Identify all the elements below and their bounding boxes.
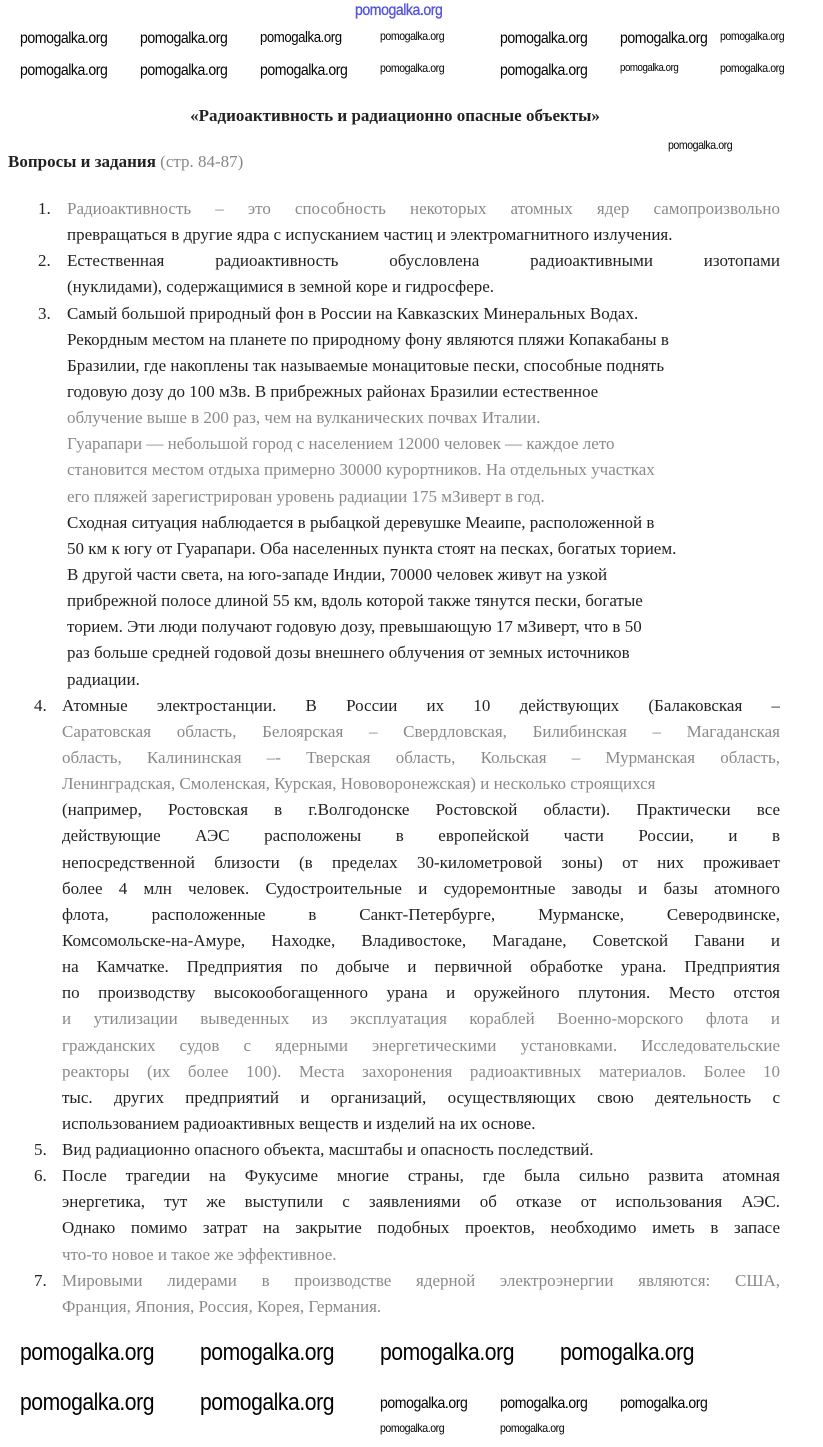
text-line: Естественная радиоактивность обусловлена радиоактивными изотопами [67, 251, 780, 271]
text-line: (например, Ростовская в г.Волгодонске Ростовской области). Практически все [62, 800, 780, 820]
text-line: Мировыми лидерами в производстве ядерной электроэнергии являются: США, [62, 1270, 780, 1290]
text-line: и утилизации выведенных из эксплуатация кораблей Военно-морского флота и [62, 1009, 780, 1029]
watermark: pomogalka.org [380, 1339, 514, 1366]
watermark: pomogalka.org [20, 30, 108, 47]
item-number: 6. [34, 1166, 47, 1186]
watermark: pomogalka.org [20, 1389, 154, 1416]
text-line: по производству высокообогащенного урана и оружейного плутония. Место отстоя [62, 983, 780, 1003]
watermark: pomogalka.org [620, 30, 708, 47]
text-line: (нуклидами), содержащимися в земной коре и гидросфере. [67, 277, 495, 297]
text-line: торием. Эти люди получают годовую дозу, превышающую 17 мЗиверт, что в 50 [67, 617, 642, 637]
text-line: тыс. других предприятий и организаций, осуществляющих свою деятельность с [62, 1087, 780, 1107]
text-line: Гуарапари –– небольшой город с населением 12000 человек — каждое лето [67, 434, 615, 454]
list-item [0, 1268, 823, 1320]
text-line: Франция, Япония, Россия, Корея, Германия. [62, 1296, 382, 1316]
watermark-top: pomogalka.org [355, 2, 443, 19]
watermark: pomogalka.org [140, 30, 228, 47]
text-line: его пляжей зарегистрирован уровень радиации 175 мЗиверт в год. [67, 486, 545, 506]
watermark: pomogalka.org [380, 29, 445, 43]
watermark: pomogalka.org [380, 1421, 445, 1435]
watermark: pomogalka.org [620, 1395, 708, 1412]
text-line: Ленинградская, Смоленская, Курская, Нововоронежская) и несколько строящихся [62, 774, 656, 794]
text-line: флота, расположенные в Санкт-Петербурге, Мурманске, Северодвинске, [62, 904, 780, 924]
watermark: pomogalka.org [500, 1421, 565, 1435]
watermark: pomogalka.org [720, 61, 785, 75]
text-line: радиации. [67, 669, 140, 689]
text-line: годовую дозу до 100 мЗв. В прибрежных районах Бразилии естественное [67, 381, 599, 401]
item-number: 4. [34, 695, 47, 715]
document-title: «Радиоактивность и радиационно опасные объекты» [190, 106, 600, 125]
watermark: pomogalka.org [260, 62, 348, 79]
text-line: использованием радиоактивных веществ и изделий на их основе. [62, 1113, 536, 1133]
watermark: pomogalka.org [720, 29, 785, 43]
list-item [0, 693, 823, 1137]
text-line: реакторы (их более 100). Места захоронения радиоактивных материалов. Более 10 [62, 1061, 780, 1081]
watermark: pomogalka.org [560, 1339, 694, 1366]
list-item [0, 196, 823, 248]
watermark: pomogalka.org [200, 1339, 334, 1366]
text-line: Комсомольске-на-Амуре, Находке, Владивостоке, Магадане, Советской Гавани и [62, 930, 780, 950]
text-line: гражданских судов с ядерными энергетическими установками. Исследовательские [62, 1035, 780, 1055]
item-number: 7. [34, 1270, 47, 1290]
list-item [0, 301, 823, 693]
text-line: Саратовская область, Белоярская – Свердловская, Билибинская – Магаданская [62, 721, 780, 741]
watermark: pomogalka.org [500, 30, 588, 47]
section-heading [8, 152, 243, 172]
text-line: Рекордным местом на планете по природному фону являются пляжи Копакабаны в [67, 329, 669, 349]
text-line: раз больше средней годовой дозы внешнего облучения от земных источников [67, 643, 630, 663]
item-number: 3. [38, 303, 51, 323]
text-line: что-то новое и такое же эффективное. [62, 1244, 337, 1264]
text-line: энергетика, тут же выступили с заявлениями об отказе от использования АЭС. [62, 1192, 780, 1212]
watermark: pomogalka.org [20, 62, 108, 79]
text-line: Однако помимо затрат на закрытие подобных проектов, необходимо иметь в запасе [62, 1218, 780, 1238]
text-line: Радиоактивность – это способность некоторых атомных ядер самопроизвольно [67, 199, 780, 218]
watermark: pomogalka.org [140, 62, 228, 79]
text-line: облучение выше в 200 раз, чем на вулканических почвах Италии. [67, 408, 541, 428]
list-item [0, 1137, 823, 1163]
text-line: прибрежной полосе длиной 55 км, вдоль которой также тянутся пески, богатые [67, 591, 643, 611]
watermark: pomogalka.org [620, 62, 679, 74]
text-line: действующие АЭС расположены в европейской части России, и в [62, 826, 780, 846]
text-line: В другой части света, на юго-западе Индии, 70000 человек живут на узкой [67, 564, 608, 584]
text-line: на Камчатке. Предприятия по добыче и первичной обработке урана. Предприятия [62, 957, 780, 977]
text-line: Вид радиационно опасного объекта, масштабы и опасность последствий. [62, 1140, 594, 1160]
answers-list [0, 196, 823, 1320]
watermark: pomogalka.org [500, 1395, 588, 1412]
watermark: pomogalka.org [200, 1389, 334, 1416]
text-line: более 4 млн человек. Судостроительные и судоремонтные заводы и базы атомного [62, 878, 780, 898]
list-item [0, 248, 823, 300]
text-line: После трагедии на Фукусиме многие страны, где была сильно развита атомная [62, 1166, 780, 1186]
text-line: Самый большой природный фон в России на Кавказских Минеральных Водах. [67, 303, 639, 323]
text-line: непосредственной близости (в пределах 30-километровой зоны) от них проживает [62, 852, 780, 872]
watermark: pomogalka.org [380, 1395, 468, 1412]
text-line: 50 км к югу от Гуарапари. Оба населенных пункта стоят на песках, богатых торием. [67, 538, 677, 558]
text-line: Атомные электростанции. В России их 10 действующих (Балаковская – [62, 695, 780, 715]
watermark: pomogalka.org [20, 1339, 154, 1366]
watermark: pomogalka.org [668, 138, 733, 152]
item-number: 2. [38, 251, 51, 271]
watermark: pomogalka.org [260, 29, 342, 46]
watermark: pomogalka.org [500, 62, 588, 79]
watermark: pomogalka.org [380, 61, 445, 75]
list-item [0, 1163, 823, 1268]
item-number: 5. [34, 1140, 47, 1160]
text-line: область, Калининская –- Тверская область, Кольская – Мурманская область, [62, 747, 780, 767]
section-heading-label: Вопросы и задания [8, 152, 156, 171]
text-line: Бразилии, где накоплены так называемые монацитовые пески, способные поднять [67, 355, 665, 375]
section-pages: (стр. 84-87) [160, 152, 244, 171]
text-line: Сходная ситуация наблюдается в рыбацкой деревушке Меаипе, расположенной в [67, 512, 655, 532]
text-line: становится местом отдыха примерно 30000 курортников. На отдельных участках [67, 460, 655, 480]
text-line: превращаться в другие ядра с испусканием частиц и электромагнитного излучения. [67, 225, 673, 245]
item-number: 1. [38, 199, 51, 218]
